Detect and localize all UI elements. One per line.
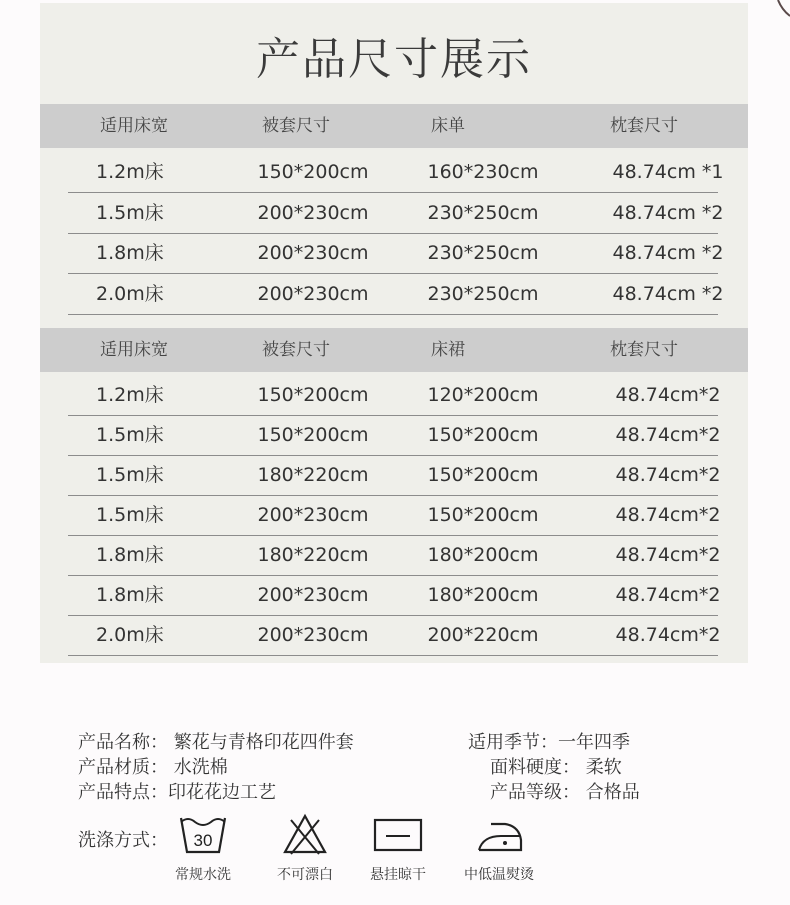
table1-header-sheet: 床单	[431, 116, 465, 136]
product-feature: 产品特点：印花花边工艺	[78, 782, 276, 803]
care-caption-iron: 中低温熨烫	[464, 867, 534, 883]
cell-bed-width: 1.5m床	[96, 201, 164, 224]
table-row	[68, 233, 724, 274]
cell-duvet-size: 200*230cm	[257, 584, 369, 606]
care-label: 洗涤方式：	[78, 830, 168, 851]
cell-pillow-size: 48.74cm*2	[615, 504, 721, 526]
cell-duvet-size: 200*230cm	[257, 504, 369, 526]
cell-pillow-size: 48.74cm*2	[615, 584, 721, 606]
table2-header-width: 适用床宽	[100, 340, 168, 360]
cell-duvet-size: 180*220cm	[257, 464, 369, 486]
table-row	[68, 152, 724, 193]
product-season: 适用季节：一年四季	[468, 732, 630, 753]
cell-pillow-size: 48.74cm*2	[615, 384, 721, 406]
table-row	[68, 495, 721, 536]
cell-sheet-size: 230*250cm	[427, 282, 539, 305]
care-item-bleach	[257, 812, 353, 884]
cell-sheet-size: 180*200cm	[427, 544, 539, 566]
cell-bed-width: 1.8m床	[96, 584, 164, 606]
cell-duvet-size: 200*230cm	[257, 282, 369, 305]
care-item-wash	[155, 812, 251, 884]
care-caption-bleach: 不可漂白	[277, 867, 333, 883]
care-caption-wash: 常规水洗	[175, 867, 231, 883]
cell-sheet-size: 150*200cm	[427, 424, 539, 446]
table-row	[68, 375, 721, 416]
table1-header-width: 适用床宽	[100, 116, 168, 136]
cell-bed-width: 1.8m床	[96, 242, 164, 264]
cell-duvet-size: 180*220cm	[257, 544, 369, 566]
cell-pillow-size: 48.74cm *2	[612, 282, 724, 305]
care-item-iron	[451, 812, 547, 884]
no-bleach-icon	[279, 812, 331, 856]
cell-bed-width: 1.8m床	[96, 544, 164, 566]
table2-header	[40, 328, 748, 372]
cell-bed-width: 2.0m床	[96, 624, 164, 646]
cell-duvet-size: 200*230cm	[257, 242, 369, 264]
cell-bed-width: 1.2m床	[96, 384, 164, 406]
table1-header	[40, 104, 748, 148]
table-row	[68, 615, 721, 656]
wash-30-icon	[177, 812, 229, 856]
table-row	[68, 575, 721, 616]
table-row	[68, 193, 724, 234]
cell-sheet-size: 180*200cm	[427, 584, 539, 606]
cell-sheet-size: 160*230cm	[427, 161, 539, 183]
table2-header-duvet: 被套尺寸	[262, 340, 330, 360]
cell-duvet-size: 150*200cm	[257, 384, 369, 406]
table-row	[68, 535, 721, 576]
table2-header-skirt: 床裙	[431, 340, 465, 360]
care-caption-dry: 悬挂晾干	[370, 867, 426, 883]
cell-bed-width: 1.2m床	[96, 161, 164, 183]
iron-medium-icon	[471, 812, 527, 856]
cell-pillow-size: 48.74cm*2	[615, 464, 721, 486]
product-hardness: 面料硬度： 柔软	[490, 757, 622, 778]
cell-bed-width: 1.5m床	[96, 424, 164, 446]
cell-sheet-size: 120*200cm	[427, 384, 539, 406]
care-item-dry	[350, 812, 446, 884]
cell-sheet-size: 230*250cm	[427, 242, 539, 264]
hang-dry-icon	[372, 812, 424, 856]
cell-pillow-size: 48.74cm*2	[615, 624, 721, 646]
page-title: 产品尺寸展示	[256, 34, 532, 85]
cell-pillow-size: 48.74cm *2	[612, 201, 724, 224]
table1-header-pillow: 枕套尺寸	[610, 116, 678, 136]
cell-bed-width: 1.5m床	[96, 464, 164, 486]
cell-pillow-size: 48.74cm*2	[615, 544, 721, 566]
cell-pillow-size: 48.74cm *2	[612, 242, 724, 264]
product-grade: 产品等级： 合格品	[490, 782, 640, 803]
table-row	[68, 415, 721, 456]
wash-temperature: 30	[193, 831, 213, 850]
cell-sheet-size: 230*250cm	[427, 201, 539, 224]
cell-sheet-size: 200*220cm	[427, 624, 539, 646]
corner-decoration	[776, 0, 790, 20]
table1-header-duvet: 被套尺寸	[262, 116, 330, 136]
cell-duvet-size: 200*230cm	[257, 624, 369, 646]
table2-header-pillow: 枕套尺寸	[610, 340, 678, 360]
table-row	[68, 455, 721, 496]
cell-duvet-size: 200*230cm	[257, 201, 369, 224]
cell-bed-width: 2.0m床	[96, 282, 164, 305]
cell-sheet-size: 150*200cm	[427, 504, 539, 526]
product-name: 产品名称： 繁花与青格印花四件套	[78, 732, 354, 753]
cell-duvet-size: 150*200cm	[257, 161, 369, 183]
cell-bed-width: 1.5m床	[96, 504, 164, 526]
product-material: 产品材质： 水洗棉	[78, 757, 228, 778]
cell-pillow-size: 48.74cm *1	[612, 161, 724, 183]
table-row	[68, 274, 724, 315]
size-panel	[40, 3, 748, 663]
cell-sheet-size: 150*200cm	[427, 464, 539, 486]
cell-pillow-size: 48.74cm*2	[615, 424, 721, 446]
cell-duvet-size: 150*200cm	[257, 424, 369, 446]
